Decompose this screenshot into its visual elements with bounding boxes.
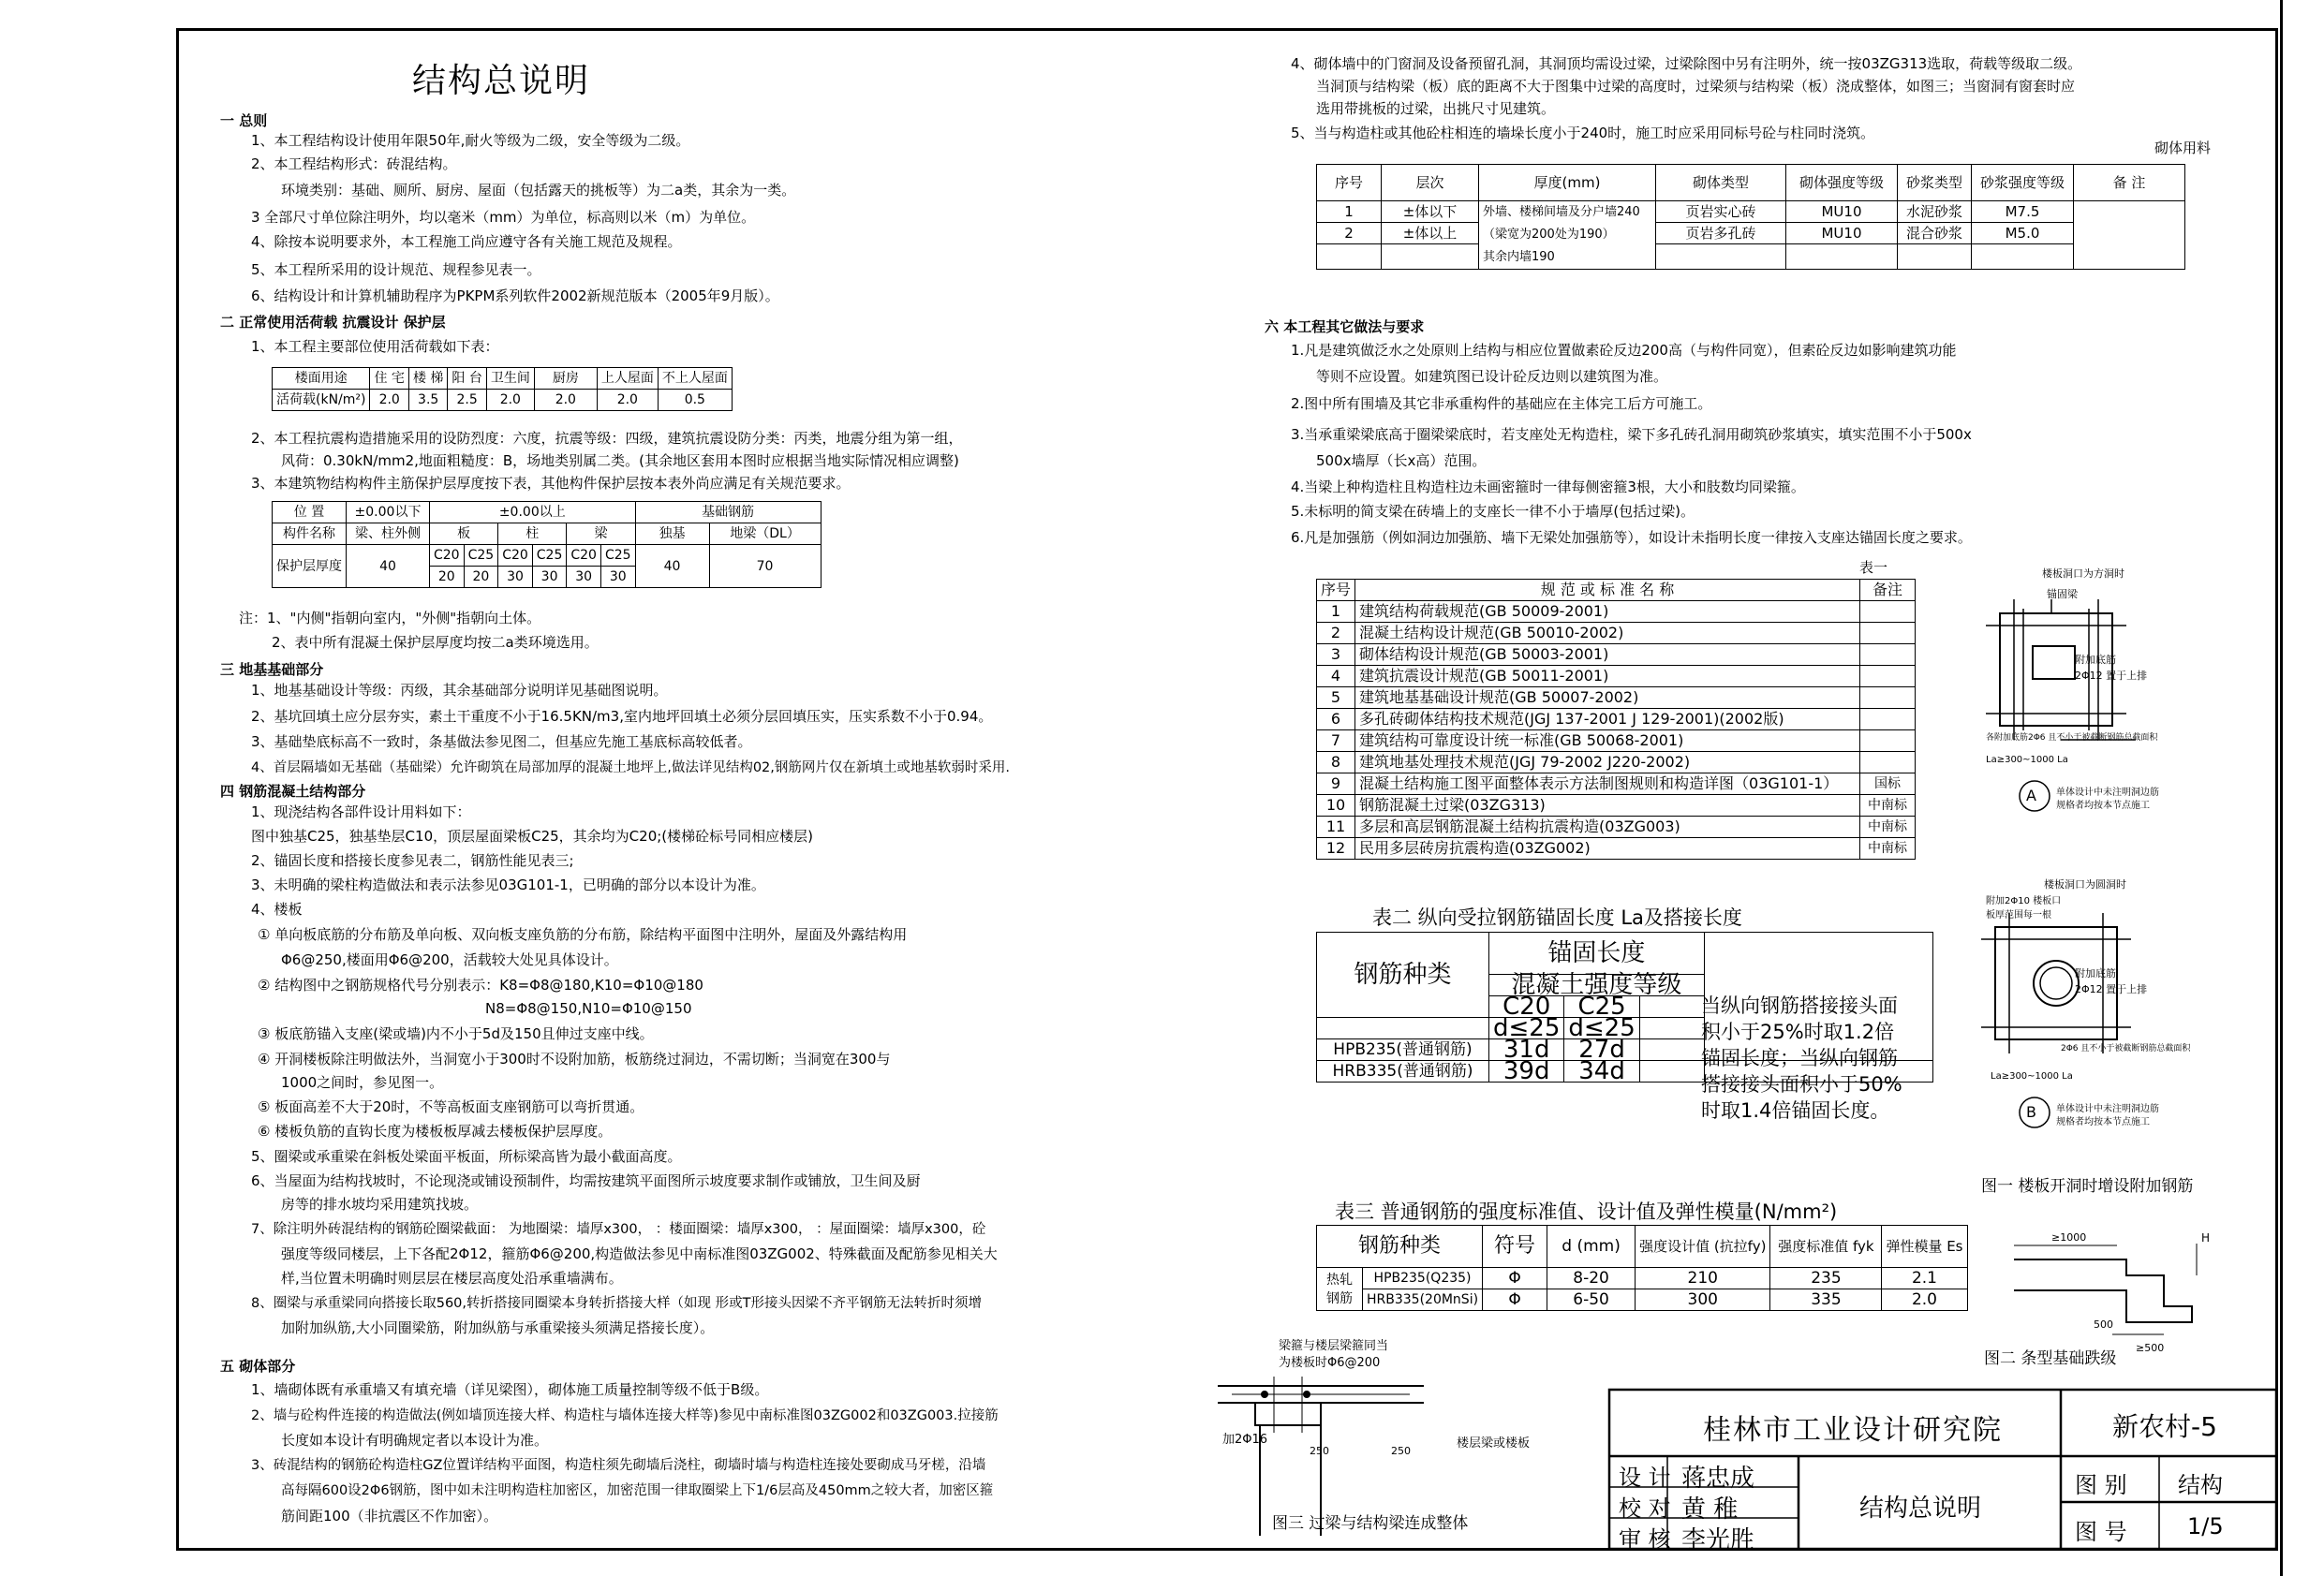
signature-name: 黄 稚: [1681, 1495, 1739, 1524]
text-line: 搭接接头面积小于50%: [1701, 1073, 1902, 1096]
text-line: 外墙、楼梯间墙及分户墙240: [1483, 205, 1640, 219]
cell: C25: [1564, 996, 1639, 1018]
fig3-label: 梁箍与楼层梁箍同当: [1279, 1339, 1389, 1353]
s4-line: 7、除注明外砖混结构的钢筋砼圈梁截面： 为地圈梁：墙厚x300， ：楼面圈梁：墙厚x300， ：屋面圈梁：墙厚x300，砼: [251, 1222, 986, 1237]
s4-line: 5、圈梁或承重梁在斜板处梁面平板面，所标梁高皆为最小截面高度。: [251, 1148, 682, 1165]
text-line: 其余内墙190: [1483, 250, 1555, 264]
cell: 基础钢筋: [635, 502, 821, 523]
s6-line: 2.图中所有围墙及其它非承重构件的基础应在主体完工后方可施工。: [1291, 395, 1712, 412]
s1-line: 4、除按本说明要求外，本工程施工尚应遵守各有关施工规范及规程。: [251, 233, 682, 250]
text-line: 锚固长度；当纵向钢筋: [1701, 1047, 1898, 1069]
s6-line: 等则不应设置。如建筑图已设计砼反边则以建筑图为准。: [1316, 368, 1668, 385]
cell: 页岩多孔砖: [1656, 223, 1786, 244]
cell: ±0.00以下: [347, 502, 430, 523]
cell: C20: [498, 545, 533, 567]
fig1b-label: 附加底筋: [2075, 967, 2116, 979]
s4-line: ① 单向板底筋的分布筋及单向板、双向板支座负筋的分布筋，除结构平面图中注明外，屋面及外露结构用: [258, 926, 908, 943]
table3-caption: 表三 普通钢筋的强度标准值、设计值及弹性模量(N/mm²): [1335, 1200, 1838, 1223]
cell: 建筑抗震设计规范(GB 50011-2001): [1355, 666, 1860, 687]
cell: 符号: [1483, 1226, 1547, 1268]
s4-line: 房等的排水坡均采用建筑找坡。: [281, 1196, 479, 1213]
cell: 2.0: [486, 390, 534, 411]
section-1-heading: 一 总则: [220, 112, 268, 129]
cell: d≤25: [1564, 1018, 1639, 1039]
cell: 板: [430, 523, 498, 545]
s5-line: 筋间距100（非抗震区不作加密）。: [281, 1508, 498, 1524]
cell: 20: [464, 567, 498, 588]
cell: 混凝土结构施工图平面整体表示方法制图规则和构造详图（03G101-1）: [1355, 773, 1860, 795]
cell: 强度设计值 (抗拉fy): [1636, 1226, 1770, 1268]
fig1a-mark: A: [2026, 787, 2036, 804]
s4-line: ④ 开洞楼板除注明做法外，当洞宽小于300时不设附加筋，板筋绕过洞边，不需切断；当洞宽在300与: [258, 1051, 891, 1068]
category-value: 结构: [2178, 1472, 2223, 1498]
cell: 钢筋种类: [1317, 1226, 1483, 1268]
cell: 砌体强度等级: [1786, 165, 1898, 201]
cell: 楼面用途: [273, 368, 370, 390]
section-4-heading: 四 钢筋混凝土结构部分: [220, 783, 366, 800]
cell: 40: [635, 545, 709, 588]
number-label: 图 号: [2075, 1519, 2127, 1545]
s6-line: 3.当承重梁梁底高于圈梁梁底时，若支座处无构造柱，梁下多孔砖孔洞用砌筑砂浆填实，填实范围不小于500x: [1291, 426, 1972, 443]
cell: HRB335(普通钢筋): [1317, 1061, 1489, 1083]
cell: ±0.00以上: [430, 502, 636, 523]
cell: 30: [532, 567, 567, 588]
cell: 2.5: [448, 390, 486, 411]
cell: 保护层厚度: [273, 545, 347, 588]
fig1-caption: 图一 楼板开洞时增设附加钢筋: [1981, 1177, 2194, 1196]
cell: 厨房: [534, 368, 597, 390]
number-value: 1/5: [2187, 1513, 2224, 1539]
s5-line: 1、墙砌体既有承重墙又有填充墙（详见梁图），砌体施工质量控制等级不低于B级。: [251, 1381, 769, 1398]
cell: Φ: [1483, 1289, 1547, 1311]
cell: 0.5: [658, 390, 732, 411]
cell: 5: [1317, 687, 1355, 709]
cell: 9: [1317, 773, 1355, 795]
signature-name: 李光胜: [1681, 1526, 1755, 1554]
cell: 规 范 或 标 准 名 称: [1355, 580, 1860, 601]
cell: 国标: [1860, 773, 1916, 795]
s2-line: 2、本工程抗震构造措施采用的设防烈度：六度，抗震等级：四级，建筑抗震设防分类：丙类，地震分组为第一组，: [251, 430, 963, 447]
cell: 30: [600, 567, 635, 588]
institute-name: 桂林市工业设计研究院: [1703, 1414, 2003, 1447]
cell: 锚固长度: [1489, 933, 1705, 975]
fig1a-label: 2Φ12 置于上排: [2075, 670, 2148, 682]
cell: 6-50: [1547, 1289, 1636, 1311]
fig1a-label: 附加底筋: [2075, 654, 2116, 666]
fig3-label: 楼层梁或楼板: [1457, 1436, 1531, 1451]
s5-line: 4、砌体墙中的门窗洞及设备预留孔洞，其洞顶均需设过梁，过梁除图中另有注明外，统一按03ZG313选取，荷载等级取二级。: [1291, 55, 2082, 72]
cell: 混凝土强度等级: [1489, 975, 1705, 996]
fig1a-detail: [1986, 599, 2136, 811]
cell: 8-20: [1547, 1268, 1636, 1289]
cell: 300: [1636, 1289, 1770, 1311]
cell: 砌体结构设计规范(GB 50003-2001): [1355, 644, 1860, 666]
s1-line: 6、结构设计和计算机辅助程序为PKPM系列软件2002新规范版本（2005年9月版）。: [251, 287, 779, 304]
cell: 序号: [1317, 580, 1355, 601]
cell: 不上人屋面: [658, 368, 732, 390]
cell: 中南标: [1860, 817, 1916, 838]
cell: 2.1: [1882, 1268, 1967, 1289]
section-5-heading: 五 砌体部分: [220, 1358, 296, 1375]
masonry-caption: 砌体用料: [2154, 140, 2212, 156]
cell: C20: [1489, 996, 1564, 1018]
s1-line: 3 全部尺寸单位除注明外，均以毫米（mm）为单位，标高则以米（m）为单位。: [251, 209, 756, 226]
cell: 6: [1317, 709, 1355, 730]
cell: 柱: [498, 523, 567, 545]
cell: 钢筋种类: [1317, 933, 1489, 1018]
s4-line: 3、未明确的梁柱构造做法和表示法参见03G101-1，已明确的部分以本设计为准。: [251, 876, 765, 893]
cell: 2.0: [1882, 1289, 1967, 1311]
table2-caption: 表二 纵向受拉钢筋锚固长度 La及搭接长度: [1372, 906, 1742, 929]
cell: 建筑结构可靠度设计统一标准(GB 50068-2001): [1355, 730, 1860, 752]
cell: 砂浆强度等级: [1972, 165, 2074, 201]
role-label: 审 核: [1619, 1526, 1671, 1553]
fig1b-label: 附加2Φ10 楼板口: [1986, 896, 2062, 906]
cell: 建筑地基基础设计规范(GB 50007-2002): [1355, 687, 1860, 709]
cell: 备 注: [2074, 165, 2185, 201]
s3-line: 1、地基基础设计等级：丙级，其余基础部分说明详见基础图说明。: [251, 682, 668, 699]
cell: 强度标准值 fyk: [1770, 1226, 1882, 1268]
s6-line: 6.凡是加强筋（例如洞边加强筋、墙下无梁处加强筋等），如设计未指明长度一律按入支座达锚固长度之要求。: [1291, 529, 1972, 546]
role-label: 设 计: [1619, 1465, 1671, 1491]
cell: ±体以上: [1382, 223, 1479, 244]
cell: 活荷载(kN/m²): [273, 390, 370, 411]
cell: 钢筋混凝土过梁(03ZG313): [1355, 795, 1860, 817]
cell: 34d: [1564, 1061, 1639, 1083]
s1-line: 环境类别：基础、厕所、厨房、屋面（包括露天的挑板等）为二a类，其余为一类。: [281, 182, 796, 199]
fig1a-title: 楼板洞口为方洞时: [2042, 567, 2124, 580]
fig1b-title: 楼板洞口为圆洞时: [2044, 878, 2126, 891]
cell: 39d: [1489, 1061, 1564, 1083]
s6-line: 5.未标明的简支梁在砖墙上的支座长一律不小于墙厚(包括过梁)。: [1291, 503, 1695, 520]
cell: 70: [709, 545, 821, 588]
cell: 页岩实心砖: [1656, 201, 1786, 223]
fig2-label: H: [2201, 1231, 2211, 1245]
cell: C25: [532, 545, 567, 567]
cell: C25: [464, 545, 498, 567]
cell: 混凝土结构设计规范(GB 50010-2002): [1355, 623, 1860, 644]
s3-line: 4、首层隔墙如无基础（基础梁）允许砌筑在局部加厚的混凝土地坪上,做法详见结构02,钢筋网片仅在新填土或地基软弱时采用.: [251, 760, 1010, 775]
s3-line: 3、基础垫底标高不一致时，条基做法参见图二，但基应先施工基底标高较低者。: [251, 733, 752, 750]
s4-line: 4、楼板: [251, 901, 303, 918]
cell: 中南标: [1860, 838, 1916, 860]
s4-line: 1000之间时，参见图一。: [281, 1074, 444, 1091]
cell: 235: [1770, 1268, 1882, 1289]
s4-line: 2、锚固长度和搭接长度参见表二，钢筋性能见表三;: [251, 852, 574, 869]
cell: d≤25: [1489, 1018, 1564, 1039]
cell: 梁: [567, 523, 635, 545]
s5-line: 2、墙与砼构件连接的构造做法(例如墙顶连接大样、构造柱与墙体连接大样等)参见中南标准图03ZG002和03ZG003.拉接筋: [251, 1408, 999, 1423]
s4-line: 加附加纵筋,大小同圈梁筋，附加纵筋与承重梁接头须满足搭接长度）。: [281, 1319, 715, 1336]
cell: 20: [430, 567, 465, 588]
fig1a-label: 单体设计中未注明洞边筋: [2056, 788, 2159, 798]
cell: 地梁（DL）: [709, 523, 821, 545]
s4-line: N8=Φ8@150,N10=Φ10@150: [485, 1000, 692, 1017]
fig3-label: 250: [1310, 1445, 1329, 1457]
cell: C25: [600, 545, 635, 567]
s6-line: 1.凡是建筑做泛水之处原则上结构与相应位置做素砼反边200高（与构件同宽），但素砼反边如影响建筑功能: [1291, 342, 1957, 359]
section-6-heading: 六 本工程其它做法与要求: [1265, 318, 1425, 335]
cell: M5.0: [1972, 223, 2074, 244]
cell: 40: [347, 545, 430, 588]
cell: 2.0: [534, 390, 597, 411]
cell: HPB235(普通钢筋): [1317, 1039, 1489, 1061]
s5-line: 长度如本设计有明确规定者以本设计为准。: [281, 1432, 549, 1449]
fig3-label: 250: [1391, 1445, 1411, 1457]
s4-line: ② 结构图中之钢筋规格代号分别表示：K8=Φ8@180,K10=Φ10@180: [258, 977, 703, 994]
cell: 序号: [1317, 165, 1382, 201]
cell: 梁、柱外侧: [347, 523, 430, 545]
fig1b-label: 规格者均按本节点施工: [2056, 1117, 2150, 1127]
cell: 210: [1636, 1268, 1770, 1289]
s2-line: 风荷：0.30kN/mm2,地面粗糙度：B，场地类别属二类。(其余地区套用本图时应根据当地实际情况相应调整): [281, 452, 959, 469]
s4-line: ③ 板底筋锚入支座(梁或墙)内不小于5d及150且伸过支座中线。: [258, 1025, 654, 1042]
cell: C20: [567, 545, 601, 567]
category-label: 图 别: [2075, 1472, 2127, 1498]
cell: 2: [1317, 623, 1355, 644]
cell: 3: [1317, 644, 1355, 666]
cell: 民用多层砖房抗震构造(03ZG002): [1355, 838, 1860, 860]
cell: 12: [1317, 838, 1355, 860]
fig2-label: ≥500: [2136, 1342, 2165, 1354]
fig1b-label: 板厚范围每一根: [1986, 910, 2051, 921]
cell: 砌体类型: [1656, 165, 1786, 201]
cell: 层次: [1382, 165, 1479, 201]
cell: 卫生间: [486, 368, 534, 390]
s1-line: 1、本工程结构设计使用年限50年,耐火等级为二级，安全等级为二级。: [251, 132, 690, 149]
fig1a-label: 各附加底筋2Φ6 且不小于被截断钢筋总截面积: [1986, 733, 2158, 743]
s6-line: 500x墙厚（长x高）范围。: [1316, 452, 1487, 469]
text-line: （梁宽为200处为190）: [1483, 228, 1615, 242]
cell: 建筑地基处理技术规范(JGJ 79-2002 J220-2002): [1355, 752, 1860, 773]
signature-name: 蒋忠成: [1681, 1465, 1755, 1493]
cell: 2: [1317, 223, 1382, 244]
section-2-heading: 二 正常使用活荷载 抗震设计 保护层: [220, 314, 446, 331]
cell: 335: [1770, 1289, 1882, 1311]
fig1b-label: La≥300~1000 La: [1991, 1071, 2073, 1082]
cell: HRB335(20MnSi): [1363, 1289, 1483, 1311]
role-label: 校 对: [1619, 1495, 1671, 1522]
cell: 位 置: [273, 502, 347, 523]
cell: 水泥砂浆: [1898, 201, 1972, 223]
drawing-name: 结构总说明: [1859, 1495, 1982, 1523]
cell: MU10: [1786, 223, 1898, 244]
s6-line: 4.当梁上种构造柱且构造柱边未画密箍时一律每侧密箍3根，大小和肢数均同梁箍。: [1291, 479, 1805, 495]
cell: ±体以下: [1382, 201, 1479, 223]
cell: 31d: [1489, 1039, 1564, 1061]
text-line: 积小于25%时取1.2倍: [1701, 1021, 1895, 1043]
s1-line: 2、本工程结构形式：砖混结构。: [251, 155, 457, 172]
cell: 10: [1317, 795, 1355, 817]
cell: 厚度(mm): [1479, 165, 1656, 201]
cell: 建筑结构荷载规范(GB 50009-2001): [1355, 601, 1860, 623]
s4-line: 图中独基C25，独基垫层C10，顶层屋面梁板C25，其余均为C20;(楼梯砼标号同相应楼层): [251, 828, 814, 845]
fig1a-label: 规格者均按本节点施工: [2056, 801, 2150, 811]
cell: 混合砂浆: [1898, 223, 1972, 244]
cell: Φ: [1483, 1268, 1547, 1289]
s5-line: 当洞顶与结构梁（板）底的距离不大于图集中过梁的高度时，过梁须与结构梁（板）浇成整体，如图三；当窗洞有窗套时应: [1316, 78, 2076, 95]
s4-line: 1、现浇结构各部件设计用料如下：: [251, 803, 471, 820]
fig3-label: 加2Φ16: [1222, 1433, 1268, 1447]
table1-caption: 表一: [1859, 559, 1888, 576]
s5-line: 高每隔600设2Φ6钢筋，图中如未注明构造柱加密区，加密范围一律取圈梁上下1/6层高及450mm之较大者，加密区箍: [281, 1483, 994, 1498]
fig2-caption: 图二 条型基础跌级: [1984, 1349, 2117, 1368]
fig1a-label: La≥300~1000 La: [1986, 755, 2068, 765]
s2-note: 注：1、"内侧"指朝向室内，"外侧"指朝向土体。: [239, 610, 541, 626]
s5-line: 选用带挑板的过梁，出挑尺寸见建筑。: [1316, 100, 1556, 117]
section-3-heading: 三 地基基础部分: [220, 661, 324, 678]
s2-intro: 1、本工程主要部位使用活荷载如下表：: [251, 338, 499, 355]
cell: 30: [567, 567, 601, 588]
cell: 备注: [1860, 580, 1916, 601]
cell: 弹性模量 Es: [1882, 1226, 1967, 1268]
cell: 构件名称: [273, 523, 347, 545]
s4-line: ⑥ 楼板负筋的直钩长度为楼板板厚减去楼板保护层厚度。: [258, 1123, 613, 1140]
fig3-caption: 图三 过梁与结构梁连成整体: [1272, 1514, 1469, 1533]
cell: 1: [1317, 201, 1382, 223]
fig1b-label: 单体设计中未注明洞边筋: [2056, 1104, 2159, 1114]
text-line: 时取1.4倍锚固长度。: [1701, 1099, 1890, 1122]
cell: d (mm): [1547, 1226, 1636, 1268]
project-name: 新农村-5: [2112, 1411, 2217, 1442]
cell: 楼 梯: [408, 368, 447, 390]
cell: 1: [1317, 601, 1355, 623]
s4-line: 8、圈梁与承重梁同向搭接长取560,转折搭接同圈梁本身转折搭接大样（如现 形或T形接头因梁不齐平钢筋无法转折时须增: [251, 1296, 982, 1311]
cell: C20: [430, 545, 465, 567]
s4-line: ⑤ 板面高差不大于20时，不等高板面支座钢筋可以弯折贯通。: [258, 1098, 644, 1115]
s4-line: 样,当位置未明确时则层层在楼层高度处沿承重墙满布。: [281, 1270, 623, 1287]
cell: 11: [1317, 817, 1355, 838]
cell: MU10: [1786, 201, 1898, 223]
text-line: 当纵向钢筋搭接接头面: [1701, 994, 1898, 1017]
s4-line: 6、当屋面为结构找坡时，不论现浇或铺设预制件，均需按建筑平面图所示坡度要求制作或铺放，卫生间及厨: [251, 1172, 921, 1189]
cell: 8: [1317, 752, 1355, 773]
fig1a-label: 锚固梁: [2047, 588, 2078, 600]
s4-line: Φ6@250,楼面用Φ6@200，活载较大处见具体设计。: [281, 951, 618, 968]
fig1b-label: 2Φ6 且不小于被截断钢筋总截面积: [2061, 1044, 2191, 1053]
s4-line: 强度等级同楼层，上下各配2Φ12，箍筋Φ6@200,构造做法参见中南标准图03ZG002、特殊截面及配筋参见相关大: [281, 1245, 998, 1262]
s5-line: 3、砖混结构的钢筋砼构造柱GZ位置详结构平面图，构造柱须先砌墙后浇柱，砌墙时墙与构造柱连接处要砌成马牙槎，沿墙: [251, 1458, 986, 1473]
page-title: 结构总说明: [412, 62, 591, 100]
cell: 住 宅: [370, 368, 408, 390]
cell: 中南标: [1860, 795, 1916, 817]
s1-line: 5、本工程所采用的设计规范、规程参见表一。: [251, 261, 541, 278]
cell: 27d: [1564, 1039, 1639, 1061]
cell: 2.0: [597, 390, 658, 411]
s3-line: 2、基坑回填土应分层夯实，素土干重度不小于16.5KN/m3,室内地坪回填土必须分层回填压实，压实系数不小于0.94。: [251, 708, 993, 725]
fig2-label: ≥1000: [2051, 1231, 2087, 1244]
fig1b-label: 2Φ12 置于上排: [2075, 983, 2148, 995]
cell: 30: [498, 567, 533, 588]
cell: 阳 台: [448, 368, 486, 390]
cell: 砂浆类型: [1898, 165, 1972, 201]
cell: 热轧 钢筋: [1317, 1268, 1363, 1311]
cell: 多层和高层钢筋混凝土结构抗震构造(03ZG003): [1355, 817, 1860, 838]
fig3-label: 为楼板时Φ6@200: [1279, 1356, 1381, 1370]
cell: M7.5: [1972, 201, 2074, 223]
cell: 独基: [635, 523, 709, 545]
s2-note: 2、表中所有混凝土保护层厚度均按二a类环境选用。: [272, 634, 599, 651]
cell: 上人屋面: [597, 368, 658, 390]
s2-line: 3、本建筑物结构构件主筋保护层厚度按下表，其他构件保护层按本表外尚应满足有关规范要求。: [251, 475, 851, 492]
fig2-label: 500: [2094, 1318, 2113, 1331]
cell: 7: [1317, 730, 1355, 752]
cell: 多孔砖砌体结构技术规范(JGJ 137-2001 J 129-2001)(2002版): [1355, 709, 1860, 730]
cell: 4: [1317, 666, 1355, 687]
fig1b-mark: B: [2026, 1103, 2036, 1121]
cell: HPB235(Q235): [1363, 1268, 1483, 1289]
s5-line: 5、当与构造柱或其他砼柱相连的墙垛长度小于240时，施工时应采用同标号砼与柱同时浇筑。: [1291, 125, 1875, 141]
cell: 3.5: [408, 390, 447, 411]
fig1b-detail: [1981, 913, 2131, 1127]
cell: 2.0: [370, 390, 408, 411]
